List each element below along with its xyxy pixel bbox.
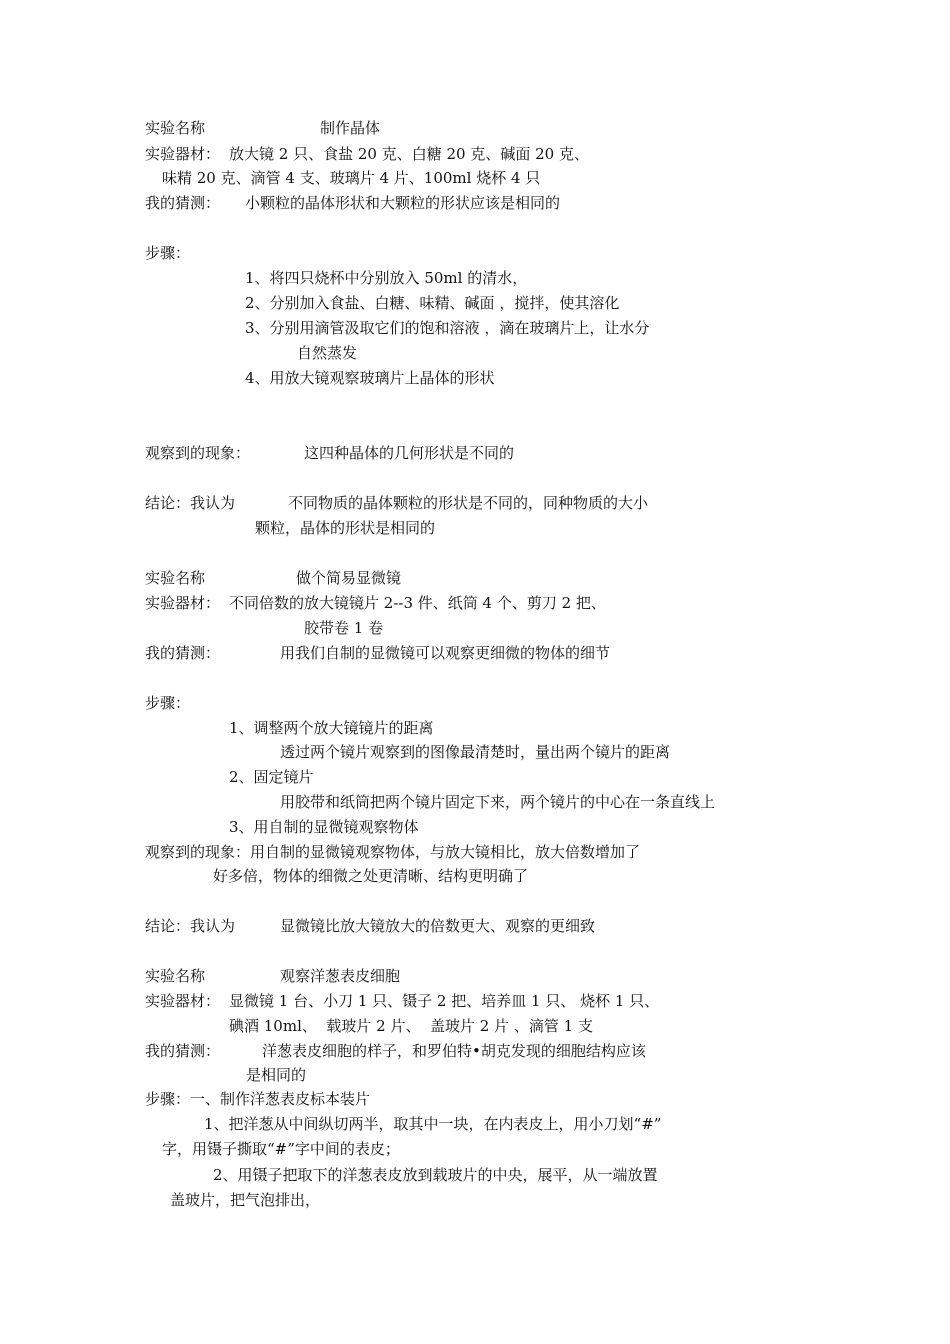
- exp1-conclusion-line1: 不同物质的晶体颗粒的形状是不同的，同种物质的大小: [288, 494, 649, 512]
- exp1-name: 制作晶体: [320, 119, 381, 137]
- exp3-materials-label: 实验器材：: [145, 992, 221, 1010]
- exp3-steps-line: 步骤：一、制作洋葱表皮标本装片: [145, 1090, 371, 1108]
- exp2-step-3: 3、用自制的显微镜观察物体: [229, 818, 419, 836]
- exp1-materials-line2: 味精 20 克、滴管 4 支、玻璃片 4 片、100ml 烧杯 4 只: [162, 169, 541, 187]
- exp2-step-2-detail: 用胶带和纸筒把两个镜片固定下来，两个镜片的中心在一条直线上: [280, 793, 716, 811]
- exp2-observe-line1: 观察到的现象：用自制的显微镜观察物体，与放大镜相比，放大倍数增加了: [145, 843, 641, 861]
- exp1-step-2: 2、分别加入食盐、白糖、味精、碱面 ，搅拌，使其溶化: [245, 294, 620, 312]
- exp2-materials-label: 实验器材：: [145, 594, 221, 612]
- exp3-name-label: 实验名称: [145, 967, 206, 985]
- exp2-name-label: 实验名称: [145, 569, 206, 587]
- exp3-step-2-line1: 2、用镊子把取下的洋葱表皮放到载玻片的中央，展平，从一端放置: [213, 1166, 658, 1184]
- exp3-name: 观察洋葱表皮细胞: [280, 967, 401, 985]
- exp2-step-2: 2、固定镜片: [229, 768, 314, 786]
- exp2-guess-label: 我的猜测：: [145, 644, 221, 662]
- exp2-observe-line2: 好多倍，物体的细微之处更清晰、结构更明确了: [213, 867, 529, 885]
- exp1-step-1: 1、将四只烧杯中分别放入 50ml 的清水，: [245, 269, 528, 287]
- exp3-guess-line2: 是相同的: [246, 1066, 307, 1084]
- exp2-guess: 用我们自制的显微镜可以观察更细微的物体的细节: [280, 644, 611, 662]
- exp1-conclusion-label: 结论：我认为: [145, 494, 236, 512]
- exp2-materials-line1: 不同倍数的放大镜镜片 2--3 件、纸筒 4 个、剪刀 2 把、: [229, 594, 606, 612]
- exp3-materials-line2: 碘酒 10ml、 载玻片 2 片、 盖玻片 2 片 、滴管 1 支: [229, 1017, 593, 1035]
- exp1-guess: 小颗粒的晶体形状和大颗粒的形状应该是相同的: [245, 194, 561, 212]
- exp2-step-1: 1、调整两个放大镜镜片的距离: [229, 719, 434, 737]
- exp1-step-3-cont: 自然蒸发: [297, 344, 358, 362]
- exp1-name-label: 实验名称: [145, 119, 206, 137]
- exp1-materials-label: 实验器材：: [145, 145, 221, 163]
- exp1-observe-label: 观察到的现象：: [145, 444, 251, 462]
- exp1-steps-label: 步骤：: [145, 244, 191, 262]
- exp1-materials-line1: 放大镜 2 只、食盐 20 克、白糖 20 克、碱面 20 克、: [229, 145, 589, 163]
- exp1-step-3: 3、分别用滴管汲取它们的饱和溶液 ，滴在玻璃片上，让水分: [245, 319, 650, 337]
- exp2-name: 做个简易显微镜: [296, 569, 402, 587]
- exp2-materials-line2: 胶带卷 1 卷: [304, 619, 384, 637]
- exp2-step-1-detail: 透过两个镜片观察到的图像最清楚时，量出两个镜片的距离: [280, 743, 671, 761]
- exp3-step-1-line2: 字，用镊子撕取“#”字中间的表皮；: [162, 1140, 400, 1158]
- exp1-observe: 这四种晶体的几何形状是不同的: [304, 444, 515, 462]
- exp1-guess-label: 我的猜测：: [145, 194, 221, 212]
- exp3-guess-label: 我的猜测：: [145, 1042, 221, 1060]
- exp2-conclusion: 显微镜比放大镜放大的倍数更大、观察的更细致: [280, 917, 596, 935]
- exp3-step-1-line1: 1、把洋葱从中间纵切两半，取其中一块，在内表皮上，用小刀划“#”: [204, 1115, 662, 1133]
- exp3-guess-line1: 洋葱表皮细胞的样子，和罗伯特•胡克发现的细胞结构应该: [262, 1042, 646, 1060]
- exp1-step-4: 4、用放大镜观察玻璃片上晶体的形状: [245, 369, 495, 387]
- exp2-conclusion-label: 结论：我认为: [145, 917, 236, 935]
- exp1-conclusion-line2: 颗粒，晶体的形状是相同的: [255, 519, 436, 537]
- exp2-steps-label: 步骤：: [145, 694, 191, 712]
- exp3-materials-line1: 显微镜 1 台、小刀 1 只、镊子 2 把、培养皿 1 只、 烧杯 1 只、: [229, 992, 660, 1010]
- exp3-step-2-line2: 盖玻片，把气泡排出，: [170, 1191, 321, 1209]
